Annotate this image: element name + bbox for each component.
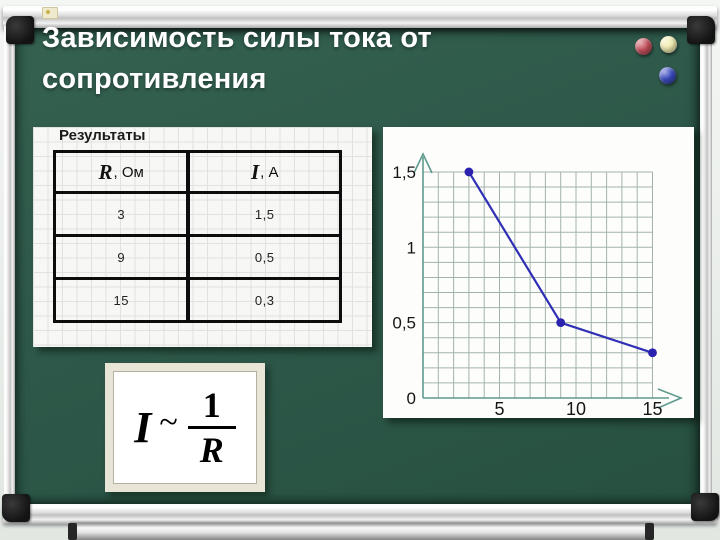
resistance-unit: , Ом [113,163,144,181]
fraction-numerator: 1 [202,385,221,425]
formula [113,371,257,484]
y-tick-label: 0 [406,389,416,408]
magnet-yellow [660,36,677,53]
frame-rail-left [4,26,15,506]
frame-corner-top-right [687,16,715,44]
formula-lhs: I [134,403,152,452]
y-tick-label: 1 [406,238,416,258]
slide-title-line-1: Зависимость силы тока от [42,22,432,54]
cell-r-0: 3 [56,194,190,234]
table-header-current [190,153,339,191]
frame-rail-bottom [3,504,717,524]
fraction-denominator: R [199,430,224,470]
formula-fraction [188,387,236,468]
table-header-row [56,153,339,191]
data-point [648,348,657,357]
results-table [53,150,342,323]
current-unit: , А [260,163,279,181]
frame-corner-bottom-right [691,493,719,521]
cell-i-1: 0,5 [254,249,275,265]
y-tick-label: 1,5 [392,162,416,182]
magnet-blue [659,67,676,84]
table-row [56,277,339,320]
chart-panel [383,127,694,418]
x-tick-label: 15 [642,399,663,418]
frame-corner-bottom-left [2,494,30,522]
fraction-bar [188,426,236,429]
y-tick-label: 0,5 [392,313,416,333]
cell-i-2: 0,3 [254,292,275,308]
cell-r-1: 9 [56,237,190,277]
cell-i-0: 1,5 [254,206,275,222]
resistance-symbol: R [98,159,113,184]
magnet-red [635,38,652,55]
slide-title [42,18,642,100]
marker-tray [70,523,652,540]
frame-rail-right [701,26,712,506]
x-tick-label: 10 [565,399,587,418]
x-tick-label: 5 [494,399,505,418]
frame-corner-top-left [6,16,34,44]
current-symbol: I [250,159,260,184]
formula-panel [105,363,265,492]
results-panel-title: Результаты [59,127,146,144]
proportional-sign: ~ [159,403,178,441]
data-point [556,318,565,327]
results-panel [33,127,372,347]
table-header-resistance [56,153,190,191]
table-row [56,191,339,234]
data-point [465,168,474,177]
cell-r-2: 15 [56,280,190,320]
current-vs-resistance-chart [383,127,694,418]
table-row [56,234,339,277]
slide-title-line-2: сопротивления [42,63,267,95]
